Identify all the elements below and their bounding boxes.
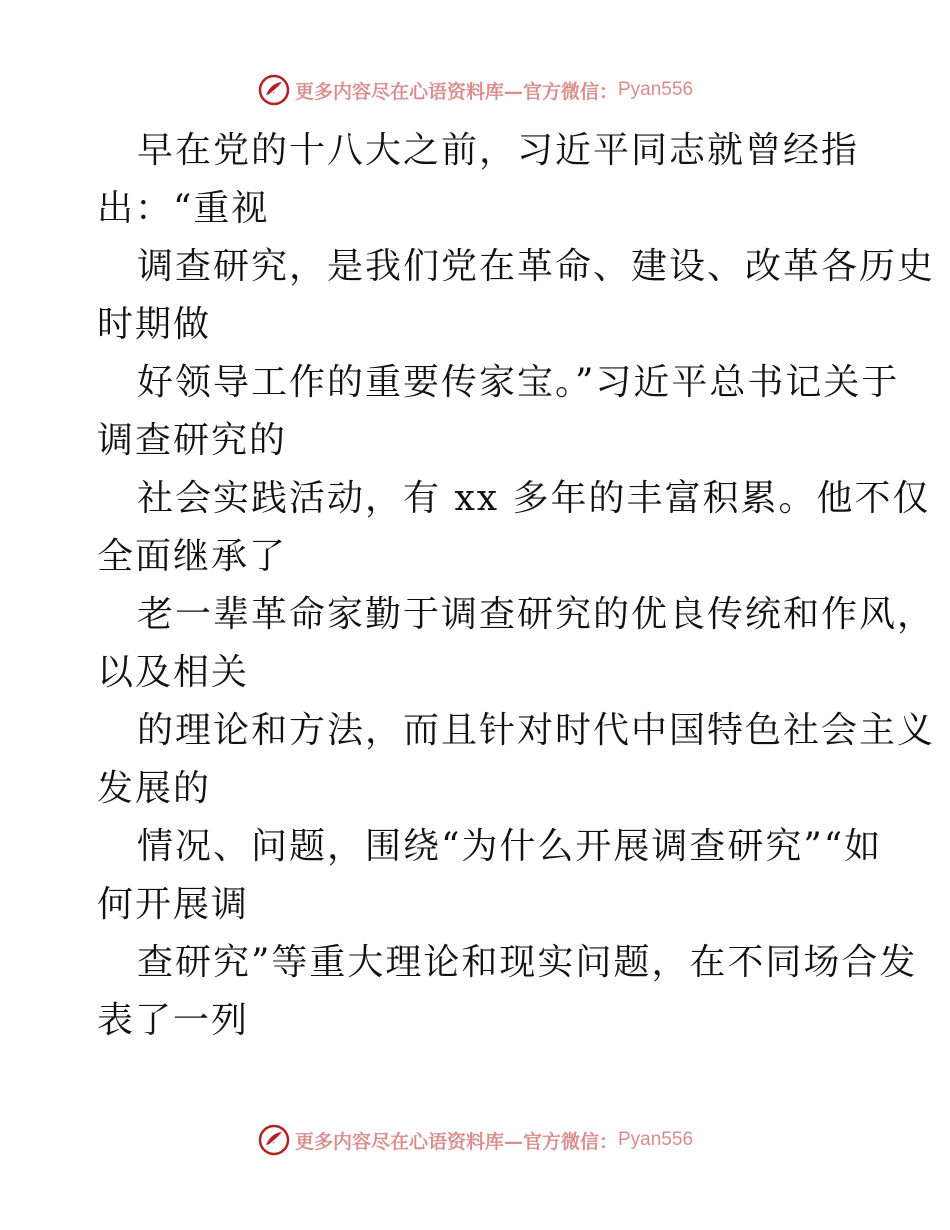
body-line: 老一辈革命家勤于调查研究的优良传统和作风， xyxy=(137,594,936,635)
body-line: 表了一列 xyxy=(97,1000,250,1041)
header-banner xyxy=(0,70,950,110)
body-line: 好领导工作的重要传家宝。”习近平总书记关于 xyxy=(137,362,900,403)
body-line: 以及相关 xyxy=(97,652,250,693)
body-line: 调查研究，是我们党在革命、建设、改革各历史 xyxy=(137,246,936,287)
body-line: 早在党的十八大之前，习近平同志就曾经指 xyxy=(137,130,860,171)
footer-banner-text: 更多内容尽在心语资料库—官方微信： xyxy=(294,1130,618,1153)
library-logo-icon xyxy=(257,73,291,107)
footer-banner xyxy=(0,1120,950,1160)
header-banner-text: 更多内容尽在心语资料库—官方微信： xyxy=(294,80,618,103)
body-line: 全面继承了 xyxy=(97,536,288,577)
body-line: 何开展调 xyxy=(97,884,250,925)
body-line: 查研究”等重大理论和现实问题，在不同场合发 xyxy=(137,942,918,983)
body-line: 情况、问题，围绕“为什么开展调查研究”“如 xyxy=(137,826,883,867)
document-body xyxy=(97,122,936,1050)
body-line: 调查研究的 xyxy=(97,420,288,461)
body-line: 出：“重视 xyxy=(97,188,270,229)
body-line: 的理论和方法，而且针对时代中国特色社会主义 xyxy=(137,710,936,751)
header-banner-brand: Pyan556 xyxy=(618,79,694,100)
body-line: 发展的 xyxy=(97,768,212,809)
body-line: 社会实践活动，有 xx 多年的丰富积累。他不仅 xyxy=(137,478,931,519)
body-line: 时期做 xyxy=(97,304,212,345)
library-logo-icon xyxy=(257,1123,291,1157)
footer-banner-brand: Pyan556 xyxy=(618,1129,694,1150)
